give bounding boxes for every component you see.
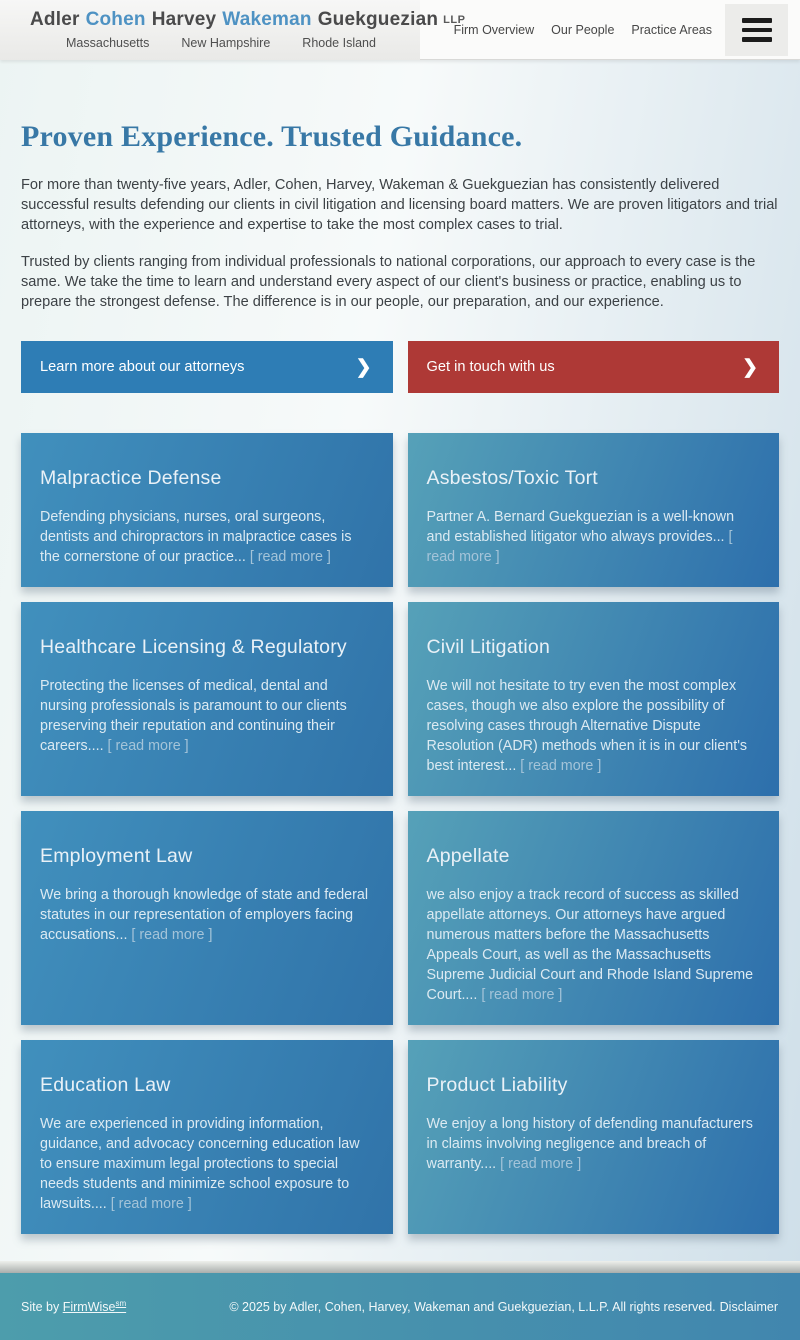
- read-more-link[interactable]: [ read more ]: [249, 549, 331, 565]
- card-excerpt: [40, 507, 373, 567]
- logo-part-guekguezian: Guekguezian: [317, 9, 439, 30]
- menu-button[interactable]: [725, 4, 788, 56]
- intro-paragraph-1: For more than twenty-five years, Adler, Cohen, Harvey, Wakeman & Guekguezian has consistently delivered successful results defending our clients in civil litigation and licensing board matters. We are proven litigators and trial attorneys, with the experience and expertise to take the most complex cases to trial.: [21, 177, 778, 233]
- card-product-liability[interactable]: [408, 1040, 780, 1234]
- card-title: Healthcare Licensing & Regulatory: [40, 636, 347, 658]
- contact-cta-label: Get in touch with us: [426, 359, 555, 375]
- firmwise-label: FirmWise: [62, 1300, 116, 1315]
- hamburger-icon: [742, 18, 772, 23]
- card-employment-law[interactable]: [21, 811, 393, 1025]
- site-by-label: Site by: [21, 1300, 60, 1315]
- site-header: [0, 0, 800, 60]
- card-title: Appellate: [426, 845, 510, 867]
- attorneys-cta-label: Learn more about our attorneys: [40, 359, 245, 375]
- card-title: Product Liability: [426, 1074, 568, 1096]
- card-excerpt-text: We are experienced in providing information, guidance, and advocacy concerning education law to ensure maximum legal protections to special needs students and minimize school exposure to lawsuits....: [40, 1116, 360, 1212]
- firmwise-sm-mark: sm: [115, 1298, 127, 1308]
- card-healthcare-licensing[interactable]: [21, 602, 393, 796]
- copyright-text: © 2025 by Adler, Cohen, Harvey, Wakeman and Guekguezian, L.L.P. All rights reserved.: [229, 1299, 716, 1314]
- practice-areas-grid: [21, 433, 779, 1234]
- footer-site-credit: [21, 1299, 126, 1314]
- card-asbestos-toxic-tort[interactable]: [408, 433, 780, 587]
- location-new-hampshire: New Hampshire: [181, 36, 271, 50]
- footer-shadow-divider: [0, 1261, 800, 1273]
- firm-logo-wordmark: [0, 9, 466, 31]
- card-excerpt: [427, 676, 760, 776]
- hamburger-icon: [742, 28, 772, 33]
- card-education-law[interactable]: [21, 1040, 393, 1234]
- intro-paragraph-2: Trusted by clients ranging from individual professionals to national corporations, our approach to every case is the same. We take the time to learn and understand every aspect of our client's business or practice, enabling us to prepare the strongest defense. The difference is in our people, our preparation, and our experience.: [21, 254, 756, 310]
- card-excerpt: [40, 885, 373, 945]
- location-rhode-island: Rhode Island: [302, 36, 376, 50]
- logo-part-adler: Adler: [30, 9, 80, 30]
- disclaimer-link[interactable]: Disclaimer: [719, 1299, 778, 1314]
- logo-part-wakeman: Wakeman: [222, 9, 312, 30]
- card-civil-litigation[interactable]: [408, 602, 780, 796]
- card-excerpt: [427, 885, 760, 1005]
- read-more-link[interactable]: [ read more ]: [500, 1156, 582, 1172]
- footer-copyright-row: [229, 1300, 778, 1314]
- card-excerpt-text: we also enjoy a track record of success as skilled appellate attorneys. Our attorneys have argued numerous matters before the Massachusetts Appeals Court, as well as the Massachusetts Supreme Judicial Court and Rhode Island Supreme Court....: [426, 887, 754, 1003]
- attorneys-cta-button[interactable]: [21, 341, 393, 393]
- card-excerpt: [427, 1114, 760, 1174]
- contact-cta-button[interactable]: [408, 341, 780, 393]
- firm-logo[interactable]: [0, 0, 466, 60]
- page-title: Proven Experience. Trusted Guidance.: [21, 120, 523, 153]
- card-excerpt: [427, 507, 760, 567]
- card-excerpt: [40, 1114, 373, 1214]
- read-more-link[interactable]: [ read more ]: [481, 987, 563, 1003]
- site-footer: [0, 1273, 800, 1340]
- logo-llp-suffix: LLP: [443, 14, 466, 26]
- read-more-link[interactable]: [ read more ]: [426, 529, 733, 565]
- logo-part-cohen: Cohen: [85, 9, 146, 30]
- card-excerpt-text: We enjoy a long history of defending manufacturers in claims involving negligence and breach of warranty....: [426, 1116, 753, 1172]
- card-title: Civil Litigation: [426, 636, 551, 658]
- read-more-link[interactable]: [ read more ]: [131, 927, 213, 943]
- chevron-right-icon: ❯: [355, 356, 372, 378]
- intro-text: [21, 175, 779, 312]
- card-title: Employment Law: [40, 845, 193, 867]
- read-more-link[interactable]: [ read more ]: [110, 1196, 192, 1212]
- card-title: Education Law: [40, 1074, 171, 1096]
- card-malpractice-defense[interactable]: [21, 433, 393, 587]
- nav-practice-areas[interactable]: Practice Areas: [631, 23, 712, 37]
- card-title: Malpractice Defense: [40, 467, 222, 489]
- card-excerpt-text: Defending physicians, nurses, oral surgeons, dentists and chiropractors in malpractice cases is the cornerstone of our practice...: [40, 509, 352, 565]
- card-excerpt-text: Partner A. Bernard Guekguezian is a well-known and established litigator who always provides...: [426, 509, 735, 545]
- hamburger-icon: [742, 37, 772, 42]
- read-more-link[interactable]: [ read more ]: [520, 758, 602, 774]
- logo-part-harvey: Harvey: [151, 9, 217, 30]
- pre-footer-spacer: [0, 1234, 800, 1261]
- card-excerpt-text: We bring a thorough knowledge of state and federal statutes in our representation of employers facing accusations...: [40, 887, 368, 943]
- top-nav: [454, 0, 712, 60]
- read-more-link[interactable]: [ read more ]: [107, 738, 189, 754]
- nav-our-people[interactable]: Our People: [551, 23, 615, 37]
- card-title: Asbestos/Toxic Tort: [426, 467, 598, 489]
- card-excerpt: [40, 676, 373, 756]
- main-content: [0, 120, 800, 1234]
- card-appellate[interactable]: [408, 811, 780, 1025]
- cta-row: [21, 341, 779, 393]
- card-excerpt-text: Protecting the licenses of medical, dental and nursing professionals is paramount to our clients preserving their reputation and continuing their careers....: [40, 678, 347, 754]
- firmwise-link[interactable]: [63, 1300, 126, 1314]
- card-excerpt-text: We will not hesitate to try even the most complex cases, though we also explore the possibility of resolving cases through Alternative Dispute Resolution (ADR) methods when it is in our client's best interest...: [426, 678, 748, 774]
- nav-firm-overview[interactable]: Firm Overview: [453, 23, 535, 37]
- chevron-right-icon: ❯: [742, 356, 758, 378]
- location-massachusetts: Massachusetts: [66, 36, 150, 50]
- office-locations: [0, 36, 420, 50]
